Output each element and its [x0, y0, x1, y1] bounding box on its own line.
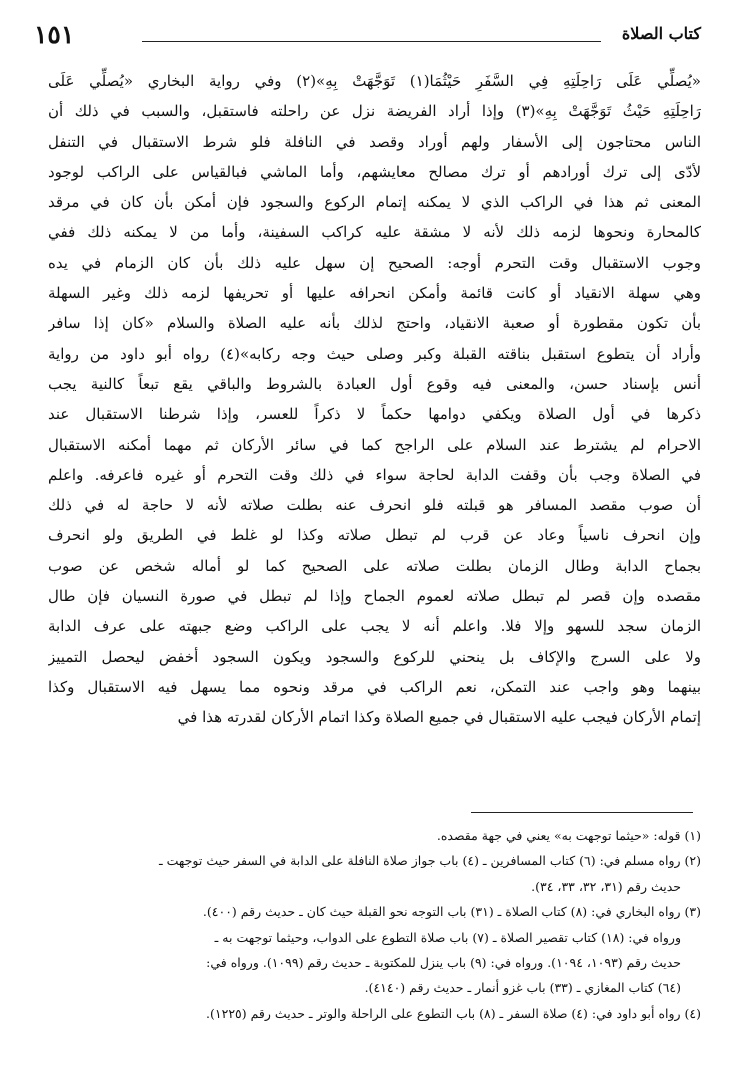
- text-line: بأن تكون مقطورة أو صعبة الانقياد، واحتج لذلك بأنه عليه الصلاة والسلام «كان إذا سافر: [48, 314, 701, 333]
- text-line: «يُصلِّي عَلَى رَاحِلَتِهِ فِي السَّفَرِ حَيْثُمَا(١) تَوَجَّهَتْ بِهِ»(٢) وفي رواية البخاري «يُصلِّي عَلَى: [48, 72, 701, 90]
- text-line: في الصلاة وجب بأن وقفت الدابة لحاجة سواء في ذلك وقت التحرم أو غيره فاعرفه. واعلم: [48, 465, 701, 484]
- running-header: [34, 22, 701, 50]
- text-line: ذكرها في أول الصلاة ويكفي دوامها حكماً لا ذكراً للعسر، وإذا شرطنا الاستقبال عند: [48, 405, 701, 424]
- footnote-3-continued: حديث رقم (١٠٩٣، ١٠٩٤). ورواه في: (٩) باب ينزل للمكتوبة ـ حديث رقم (١٠٩٩). ورواه في:: [206, 954, 681, 970]
- text-line: وهي سهلة الانقياد أو كانت قائمة وأمكن انحرافه عليها أو تحريفها لزمه ذلك وغير السهلة: [48, 284, 701, 303]
- footnote-2-continued: حديث رقم (٣١، ٣٢، ٣٣، ٣٤).: [531, 878, 681, 894]
- text-line: إتمام الأركان فيجب عليه الاستقبال في جميع الصلاة وكذا اتمام الأركان لقدرته هذا في: [177, 708, 701, 727]
- text-line: أنس بإسناد حسن، والمعنى فيه وقوع أول العبادة بالشروط والباقي يقع تبعاً كالنية يجب: [48, 374, 701, 393]
- text-line: المعنى ثم هذا في الراكب الذي لا يمكنه إتمام الركوع والسجود فإن أمكن بأن كان في مرقد: [48, 193, 701, 212]
- header-rule: [142, 41, 601, 42]
- text-line: بينهما وهو واجب عند التمكن، نعم الراكب في مرقد ونحوه مما يسهل فيه الاستقبال وكذا: [48, 677, 701, 696]
- text-line: ولا على السرج والإكاف بل ينحني للركوع والسجود ويكون السجود أخفض ليحصل التمييز: [48, 647, 701, 666]
- footnote-3-continued: ورواه في: (١٨) كتاب تقصير الصلاة ـ (٧) باب صلاة التطوع على الدواب، وحيثما توجهت به ـ: [214, 929, 681, 945]
- footnote-2: (٢) رواه مسلم في: (٦) كتاب المسافرين ـ (٤) باب جواز صلاة النافلة على الدابة في السفر حيث توجهت ـ: [159, 853, 701, 869]
- text-line: الزمان سجد للسهو وإلا فلا. واعلم أنه لا يجب على الراكب وضع جبهته على عرف الدابة: [48, 617, 701, 636]
- text-line: مقصده وإن قصر لم تبطل صلاته لعموم الجماح وإذا لم تبطل في صورة النسيان فإن طال: [48, 587, 701, 606]
- text-line: وأراد أن يتطوع استقبل بناقته القبلة وكبر وصلى حيث وجه ركابه»(٤) رواه أبو داود من رواية: [48, 344, 701, 363]
- text-line: وجوب الاستقبال وقت التحرم أوجه: الصحيح إن سهل عليه ذلك بأن كان الزمام في يده: [48, 253, 701, 272]
- text-line: لأدّى إلى ترك أورادهم أو ترك مصالح معايشهم، وأما الماشي فبالقياس على الراكب لوجود: [48, 162, 701, 181]
- footnotes: [48, 823, 701, 1026]
- footnote-3: (٣) رواه البخاري في: (٨) كتاب الصلاة ـ (٣١) باب التوجه نحو القبلة حيث كان ـ حديث رقم (٤٠٠).: [202, 904, 701, 920]
- chapter-title: كتاب الصلاة: [621, 24, 701, 43]
- footnote-1: (١) قوله: «حيثما توجهت به» يعني في جهة مقصده.: [436, 828, 701, 843]
- footnote-4: (٤) رواه أبو داود في: (٤) صلاة السفر ـ (٨) باب التطوع على الراحلة والوتر ـ حديث رقم (١٢٢٥).: [206, 1005, 701, 1021]
- footnote-3-continued: (٦٤) كتاب المغازي ـ (٣٣) باب غزو أنمار ـ حديث رقم (٤١٤٠).: [364, 980, 681, 996]
- main-text: [48, 66, 701, 733]
- text-line: رَاحِلَتِهِ حَيْثُ تَوَجَّهَتْ بِهِ»(٣) وإذا أراد الفريضة نزل عن راحلته فاستقبل، والسبب في ذلك أن: [48, 102, 701, 121]
- footnote-separator: [471, 812, 693, 813]
- text-line: أن صوب مقصد المسافر هو قبلته فلو انحرف عنه بطلت صلاته لأنه لا حاجة له في ذلك: [48, 496, 701, 515]
- text-line: وإن انحرف ناسياً وعاد عن قرب لم تبطل صلاته وكذا لو غلط في الطريق ولو انحرف: [48, 526, 701, 545]
- text-line: بجماح الدابة وطال الزمان بطلت صلاته على الصحيح كما لو أماله شخص عن صوب: [48, 556, 701, 575]
- text-line: الناس محتاجون إلى الأسفار ولهم أوراد وقصد في النافلة فلو شرط الاستقبال في التنفل: [48, 132, 701, 151]
- text-line: الاحرام لم يشترط عند السلام على الراجح كما في سائر الأركان ثم مهما أمكنه الاستقبال: [48, 435, 701, 454]
- page-number: ١٥١: [34, 20, 75, 49]
- text-line: كالمحارة ونحوها لزمه ذلك لأنه لا مشقة عليه كراكب السفينة، وأما من لا يمكنه ذلك ففي: [48, 223, 701, 242]
